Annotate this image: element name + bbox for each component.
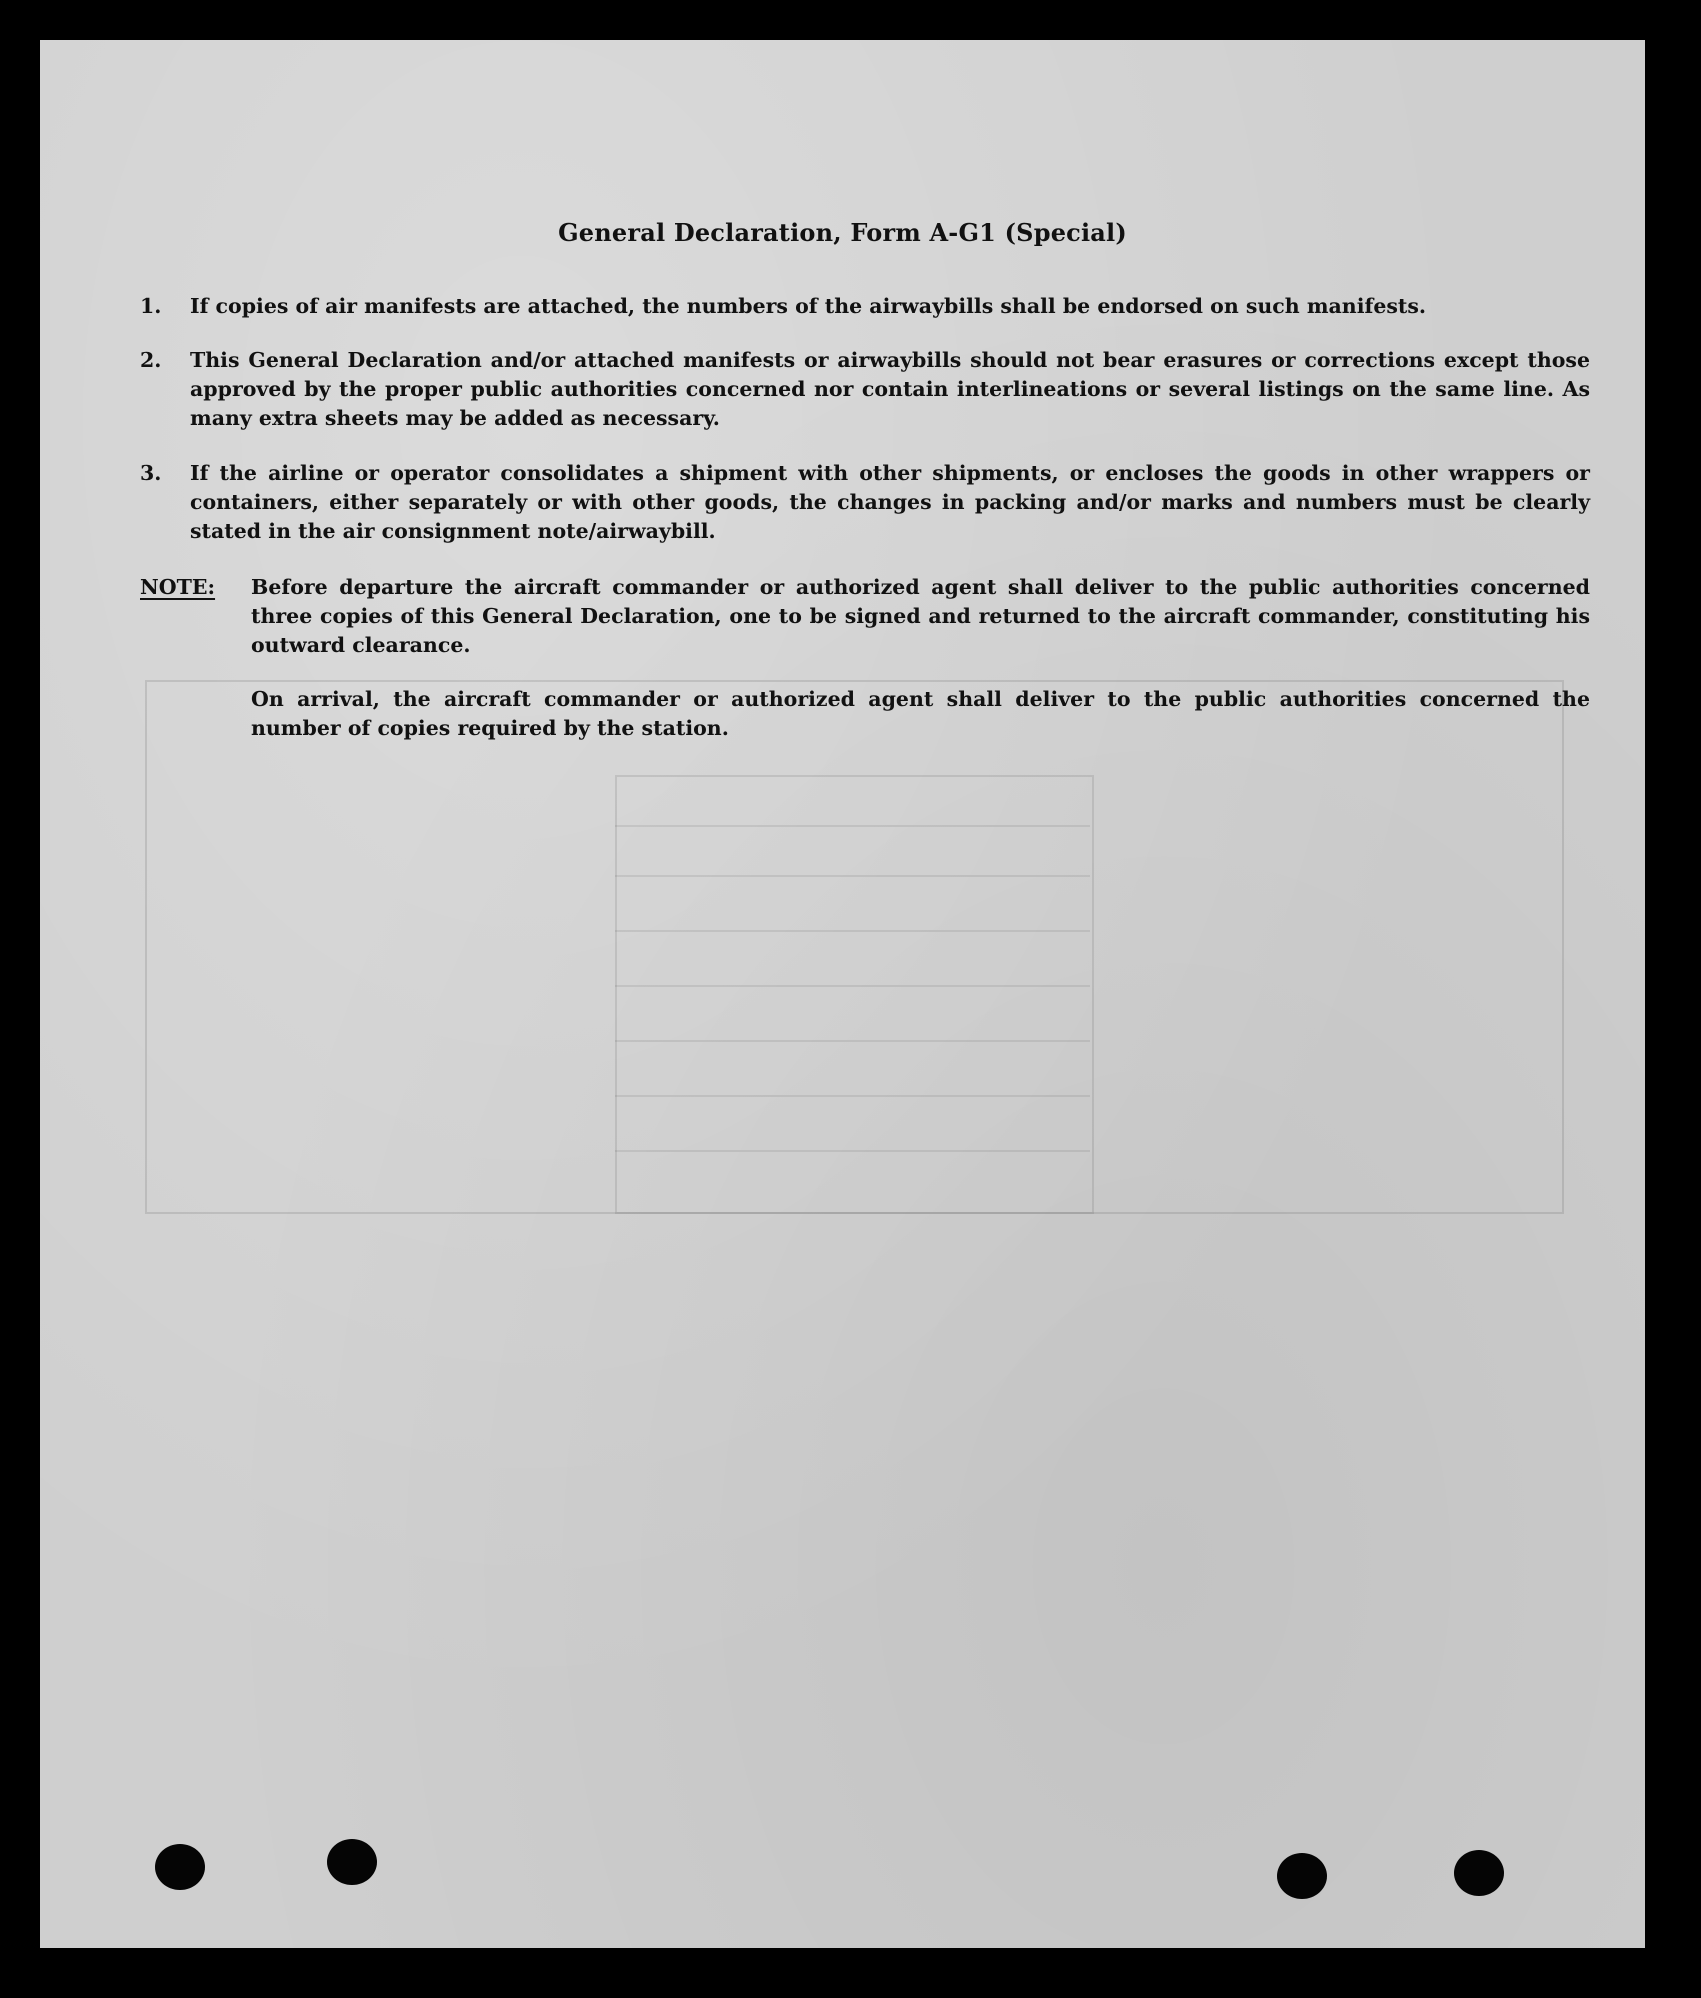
item-number: 3. [140, 461, 162, 485]
bleed-through-line [615, 930, 1090, 932]
item-text: This General Declaration and/or attached manifests or airwaybills should not bear erasures or corrections except those approved by the proper public authorities concerned nor contain interlineations or several listings on the same line. As many extra sheets may be added as necessary. [190, 348, 1590, 430]
punch-hole [1454, 1850, 1504, 1896]
note-block-2 [140, 685, 1590, 743]
list-item [140, 459, 1590, 546]
note-paragraph: Before departure the aircraft commander or authorized agent shall deliver to the public authorities concerned three copies of this General Declaration, one to be signed and returned to the aircraft commander, constituting his outward clearance. [251, 575, 1590, 657]
note-block [140, 573, 1590, 660]
list-item [140, 346, 1590, 433]
punch-hole [1277, 1853, 1327, 1899]
item-text: If the airline or operator consolidates a shipment with other shipments, or encloses the goods in other wrappers or containers, either separately or with other goods, the changes in packing and/or marks and numbers must be clearly stated in the air consignment note/airwaybill. [190, 461, 1590, 543]
bleed-through-line [615, 985, 1090, 987]
item-number: 1. [140, 294, 162, 318]
item-text: If copies of air manifests are attached, the numbers of the airwaybills shall be endorsed on such manifests. [190, 294, 1427, 318]
item-number: 2. [140, 348, 162, 372]
bleed-through-line [615, 875, 1090, 877]
bleed-through-line [615, 1095, 1090, 1097]
page-title: General Declaration, Form A-G1 (Special) [558, 218, 1127, 247]
note-paragraph: On arrival, the aircraft commander or authorized agent shall deliver to the public authorities concerned the number of copies required by the station. [251, 687, 1590, 740]
document-page [40, 40, 1645, 1948]
list-item [140, 292, 1590, 321]
bleed-through-line [615, 825, 1090, 827]
punch-hole [327, 1839, 377, 1885]
bleed-through-line [615, 1150, 1090, 1152]
note-label: NOTE: [140, 575, 216, 599]
punch-hole [155, 1844, 205, 1890]
bleed-through-line [615, 1040, 1090, 1042]
bleed-through-inner-box [615, 775, 1094, 1214]
